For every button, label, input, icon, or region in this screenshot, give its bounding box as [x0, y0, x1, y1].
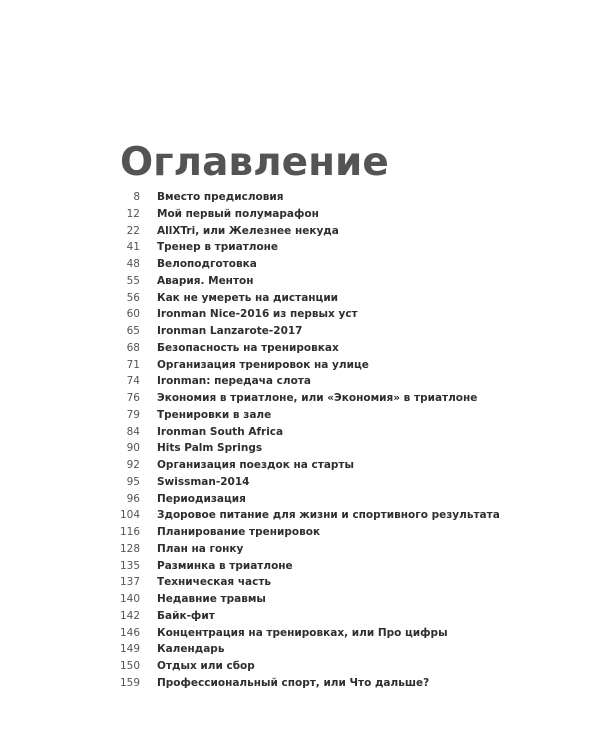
toc-page-number: 116	[119, 526, 140, 538]
toc-page-number: 149	[119, 643, 140, 656]
toc-entry-title: Тренер в триатлоне	[157, 241, 279, 254]
toc-entry[interactable]	[100, 426, 580, 443]
toc-entry-title: Swissman-2014	[157, 475, 250, 488]
toc-page-number: 128	[119, 542, 140, 555]
toc-page-number: 8	[133, 191, 140, 203]
toc-entry-title: Планирование тренировок	[157, 526, 321, 538]
toc-entry[interactable]	[100, 342, 580, 359]
toc-entry[interactable]	[100, 459, 580, 476]
toc-page-number: 135	[119, 559, 140, 572]
toc-entry[interactable]	[100, 258, 580, 275]
toc-entry-title: Велоподготовка	[157, 258, 257, 270]
toc-page-number: 76	[126, 392, 140, 404]
toc-entry[interactable]	[100, 677, 580, 694]
toc-page-number: 12	[126, 207, 140, 220]
toc-entry-title: Ironman Lanzarote-2017	[157, 325, 303, 337]
toc-entry[interactable]	[100, 359, 580, 376]
toc-page-number: 55	[126, 274, 140, 287]
toc-entry[interactable]	[100, 241, 580, 258]
toc-entry[interactable]	[100, 543, 580, 560]
toc-page-number: 90	[126, 442, 140, 455]
toc-entry[interactable]	[100, 409, 580, 426]
toc-entry-title: Hits Palm Springs	[157, 442, 263, 455]
toc-entry-title: Организация поездок на старты	[157, 459, 355, 471]
table-of-contents	[100, 191, 580, 694]
toc-page-number: 96	[126, 492, 140, 505]
toc-page-number: 60	[126, 308, 140, 321]
toc-entry[interactable]	[100, 325, 580, 342]
toc-entry[interactable]	[100, 375, 580, 392]
toc-entry-title: Байк-фит	[157, 609, 215, 622]
toc-page-number: 41	[126, 241, 140, 254]
toc-entry-title: Ironman: передача слота	[157, 375, 311, 388]
toc-entry[interactable]	[100, 610, 580, 627]
toc-page-number: 84	[126, 425, 140, 438]
toc-entry-title: Ironman Nice-2016 из первых уст	[157, 308, 358, 321]
toc-page-number: 95	[126, 475, 140, 488]
toc-entry[interactable]	[100, 208, 580, 225]
toc-page-number: 150	[119, 660, 140, 672]
toc-entry-title: Отдых или сбор	[157, 660, 255, 672]
toc-entry-title: Как не умереть на дистанции	[157, 291, 339, 304]
toc-entry[interactable]	[100, 392, 580, 409]
toc-page-number: 65	[126, 325, 140, 337]
toc-entry[interactable]	[100, 442, 580, 459]
toc-entry[interactable]	[100, 576, 580, 593]
toc-entry[interactable]	[100, 560, 580, 577]
toc-entry-title: Техническая часть	[157, 576, 272, 589]
toc-entry[interactable]	[100, 493, 580, 510]
toc-entry[interactable]	[100, 292, 580, 309]
toc-entry-title: Организация тренировок на улице	[157, 358, 369, 371]
toc-page-number: 142	[119, 609, 140, 622]
toc-entry[interactable]	[100, 476, 580, 493]
toc-entry[interactable]	[100, 593, 580, 610]
toc-entry-title: Разминка в триатлоне	[157, 559, 293, 572]
page-title: Оглавление	[120, 140, 389, 185]
toc-page-number: 140	[119, 593, 140, 605]
toc-entry-title: Здоровое питание для жизни и спортивного результата	[157, 509, 500, 522]
toc-entry-title: Безопасность на тренировках	[157, 341, 339, 354]
toc-entry[interactable]	[100, 225, 580, 242]
toc-entry-title: Тренировки в зале	[157, 408, 272, 421]
toc-entry-title: Вместо предисловия	[157, 191, 284, 203]
toc-page-number: 48	[126, 258, 140, 270]
toc-page-number: 137	[119, 576, 140, 589]
toc-page-number: 79	[126, 408, 140, 421]
toc-page-number: 71	[126, 358, 140, 371]
toc-page-number: 104	[119, 509, 140, 522]
toc-entry-title: Мой первый полумарафон	[157, 207, 319, 220]
toc-entry-title: AllXTri, или Железнее некуда	[157, 224, 339, 237]
toc-entry[interactable]	[100, 627, 580, 644]
toc-entry[interactable]	[100, 308, 580, 325]
toc-entry-title: Недавние травмы	[157, 593, 266, 605]
toc-page-number: 56	[126, 291, 140, 304]
toc-entry-title: Экономия в триатлоне, или «Экономия» в триатлоне	[157, 392, 478, 404]
toc-entry[interactable]	[100, 191, 580, 208]
toc-page-number: 68	[126, 341, 140, 354]
toc-entry[interactable]	[100, 526, 580, 543]
toc-page-number: 146	[119, 626, 140, 639]
toc-entry-title: Авария. Ментон	[157, 274, 254, 287]
toc-entry-title: Периодизация	[157, 492, 246, 505]
toc-entry-title: Ironman South Africa	[157, 425, 284, 438]
toc-entry-title: Концентрация на тренировках, или Про цифры	[157, 626, 448, 639]
toc-entry[interactable]	[100, 509, 580, 526]
toc-entry[interactable]	[100, 660, 580, 677]
toc-page-number: 22	[126, 224, 140, 237]
toc-entry[interactable]	[100, 643, 580, 660]
toc-page-number: 92	[126, 459, 140, 471]
toc-entry[interactable]	[100, 275, 580, 292]
toc-page-number: 74	[126, 375, 140, 388]
toc-entry-title: Профессиональный спорт, или Что дальше?	[157, 676, 430, 689]
toc-page-number: 159	[119, 676, 140, 689]
toc-entry-title: Календарь	[157, 643, 225, 656]
toc-entry-title: План на гонку	[157, 542, 244, 555]
